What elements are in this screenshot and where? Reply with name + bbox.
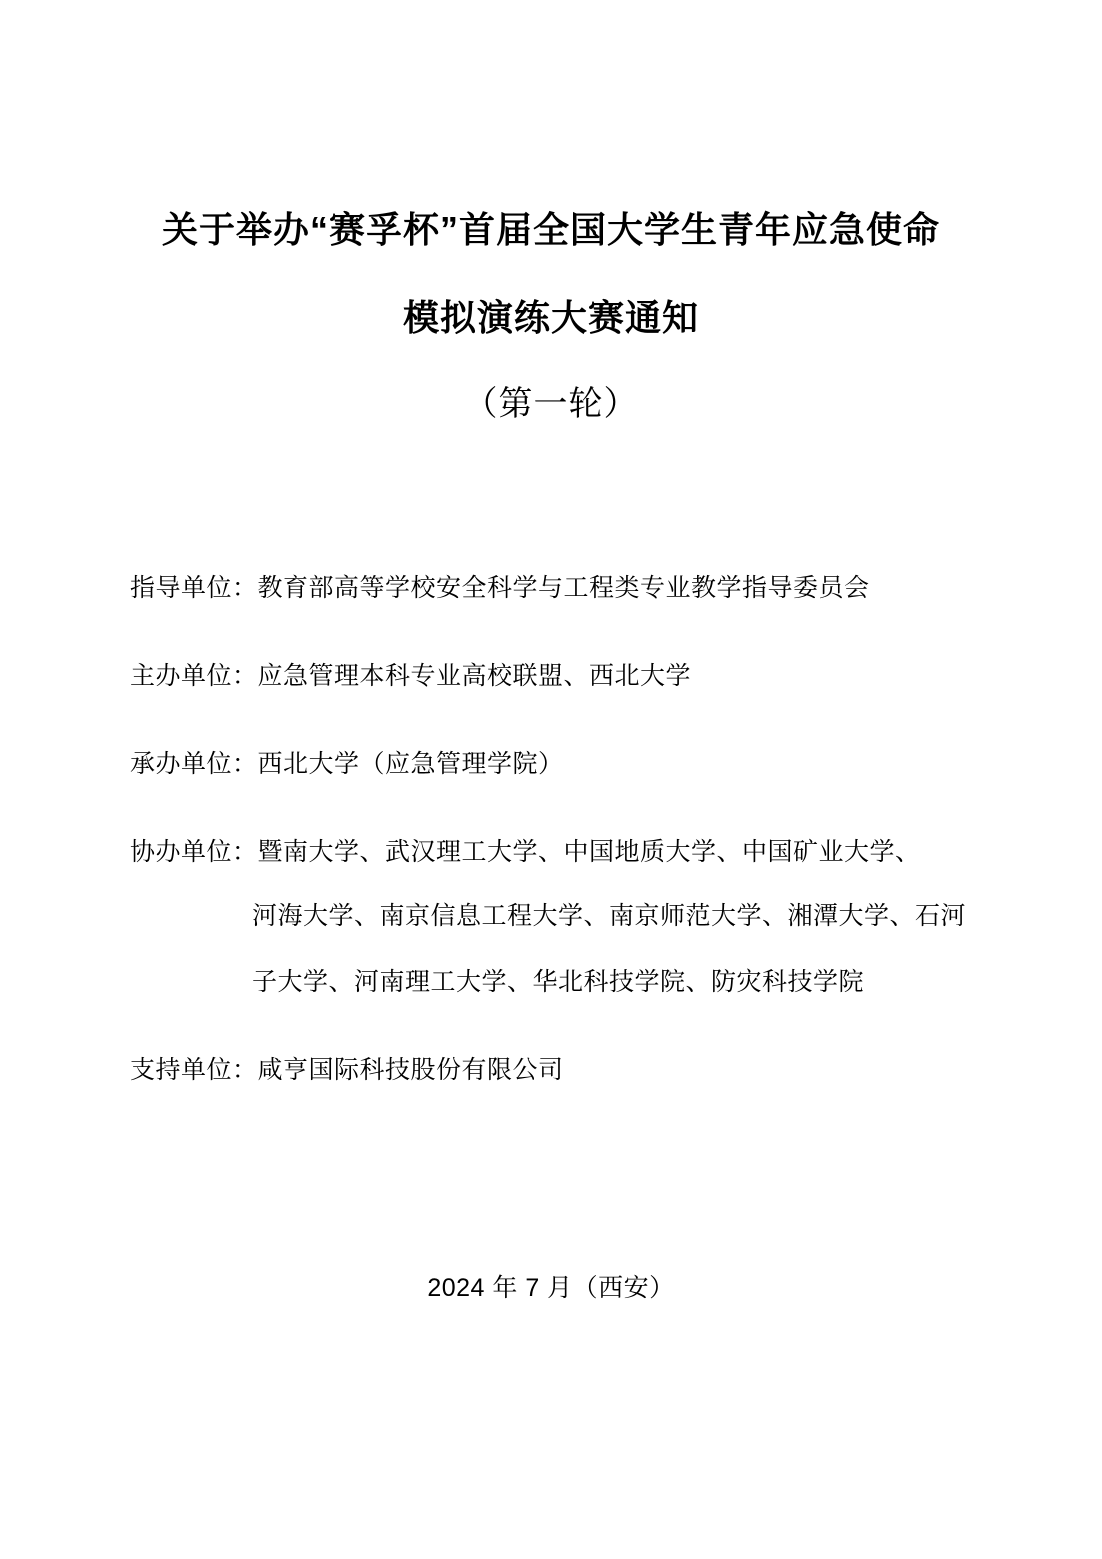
org-row-guidance <box>130 566 976 610</box>
org-row-organizer <box>130 742 976 786</box>
org-row-supporter <box>130 1048 976 1092</box>
org-row-host <box>130 654 976 698</box>
org-value-coorganizer-line-1: 暨南大学、武汉理工大学、中国地质大学、中国矿业大学、 <box>257 838 921 866</box>
title-block <box>0 0 1102 446</box>
org-label-supporter: 支持单位： <box>130 1056 258 1084</box>
org-value-host: 应急管理本科专业高校联盟、西北大学 <box>257 662 692 690</box>
page-title-line-2: 模拟演练大赛通知 <box>402 297 699 338</box>
footer-date: 2024 年 7 月（西安） <box>427 1274 675 1302</box>
org-value-guidance: 教育部高等学校安全科学与工程类专业教学指导委员会 <box>257 574 870 602</box>
org-row-coorganizer <box>130 830 976 1004</box>
org-label-guidance: 指导单位： <box>130 574 258 602</box>
page-title-line-1: 关于举办“赛孚杯”首届全国大学生青年应急使命 <box>161 209 940 250</box>
page-subtitle: （第一轮） <box>463 385 639 423</box>
org-value-supporter: 咸亨国际科技股份有限公司 <box>257 1056 564 1084</box>
org-label-coorganizer: 协办单位： <box>130 838 258 866</box>
org-label-host: 主办单位： <box>130 662 258 690</box>
org-value-coorganizer-line-2: 河海大学、南京信息工程大学、南京师范大学、湘潭大学、石河 <box>252 902 967 930</box>
org-value-organizer: 西北大学（应急管理学院） <box>257 750 564 778</box>
org-label-organizer: 承办单位： <box>130 750 258 778</box>
organizations-block <box>0 566 1102 1092</box>
org-value-coorganizer-line-3: 子大学、河南理工大学、华北科技学院、防灾科技学院 <box>252 968 865 996</box>
